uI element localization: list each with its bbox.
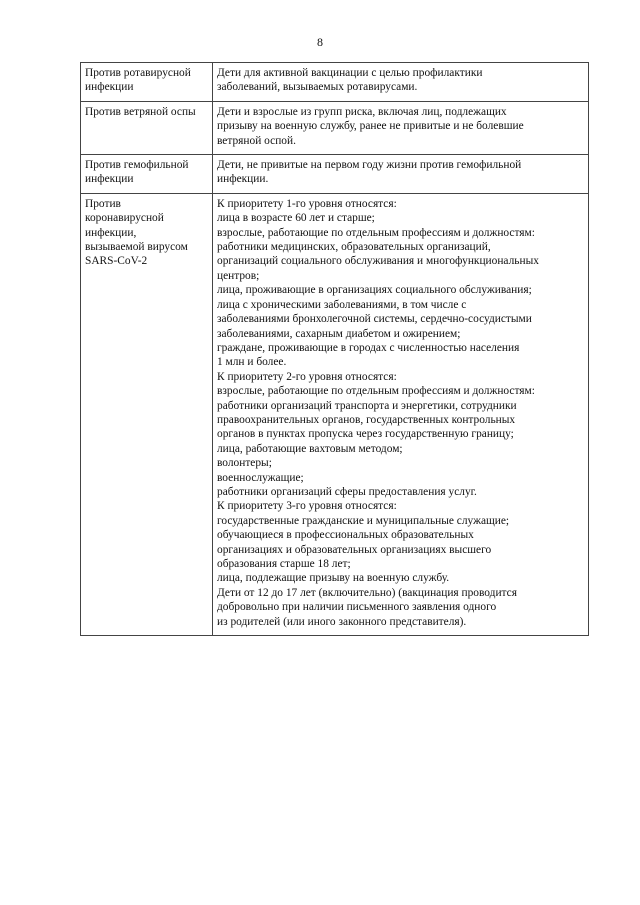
target-group-text-line: обучающиеся в профессиональных образовательных <box>217 529 474 542</box>
target-group-text-line: лица, проживающие в организациях социального обслуживания; <box>217 284 532 297</box>
target-group-text-line: Дети для активной вакцинации с целью профилактики <box>217 67 483 79</box>
target-group-text-line: заболеваний, вызываемых ротавирусами. <box>217 81 418 94</box>
target-group-text-line: образования старше 18 лет; <box>217 558 351 570</box>
target-group-text-line: Дети, не привитые на первом году жизни против гемофильной <box>217 159 522 172</box>
target-group-text-line: волонтеры; <box>217 457 272 470</box>
infection-cell <box>81 101 213 154</box>
target-group-text-line: К приоритету 3-го уровня относятся: <box>217 500 397 513</box>
infection-cell <box>81 193 213 635</box>
target-group-text-line: К приоритету 2-го уровня относятся: <box>217 370 397 383</box>
target-group-text-line: органов в пунктах пропуска через государственную границу; <box>217 428 514 441</box>
infection-text-line: инфекции, <box>85 226 137 239</box>
target-group-text-line: работники организаций транспорта и энергетики, сотрудники <box>217 399 517 412</box>
target-groups-cell <box>213 101 589 154</box>
target-group-text-line: военнослужащие; <box>217 471 304 484</box>
target-group-text-line: работники организаций сферы предоставления услуг. <box>217 485 477 498</box>
target-group-text-line: граждане, проживающие в городах с численностью населения <box>217 341 520 354</box>
target-group-text-line: организациях и образовательных организациях высшего <box>217 543 492 556</box>
target-group-text-line: из родителей (или иного законного представителя). <box>217 615 467 628</box>
infection-text-line: коронавирусной <box>85 212 164 225</box>
table-row <box>81 155 589 194</box>
target-group-text-line: призыву на военную службу, ранее не привитые и не болевшие <box>217 120 524 133</box>
infection-text-line: Против ветряной оспы <box>85 105 196 118</box>
infection-text-line: инфекции <box>85 173 134 186</box>
infection-text-line: инфекции <box>85 81 134 94</box>
target-group-text-line: организаций социального обслуживания и многофункциональных <box>217 255 539 268</box>
target-group-text-line: взрослые, работающие по отдельным профессиям и должностям: <box>217 385 535 398</box>
table-row <box>81 193 589 635</box>
infection-text-line: Против <box>85 197 121 210</box>
target-group-text-line: лица, работающие вахтовым методом; <box>217 442 403 455</box>
infection-text-line: SARS-CoV-2 <box>85 255 148 268</box>
infection-cell <box>81 155 213 194</box>
target-group-text-line: государственные гражданские и муниципальные служащие; <box>217 514 510 527</box>
target-group-text-line: заболеваниями бронхолегочной системы, сердечно-сосудистыми <box>217 313 532 326</box>
target-group-text-line: Дети и взрослые из групп риска, включая лиц, подлежащих <box>217 105 507 118</box>
target-group-text-line: заболеваниями, сахарным диабетом и ожирением; <box>217 327 461 340</box>
target-group-text-line: правоохранительных органов, государственных контрольных <box>217 413 516 426</box>
vaccination-table <box>80 62 589 636</box>
target-group-text-line: Дети от 12 до 17 лет (включительно) (вакцинация проводится <box>217 586 517 599</box>
target-group-text-line: инфекции. <box>217 173 269 186</box>
infection-text-line: Против ротавирусной <box>85 67 191 79</box>
target-groups-cell <box>213 193 589 635</box>
target-group-text-line: центров; <box>217 269 260 282</box>
target-group-text-line: 1 млн и более. <box>217 356 287 369</box>
infection-text-line: вызываемой вирусом <box>85 241 188 254</box>
target-group-text-line: лица с хроническими заболеваниями, в том числе с <box>217 298 467 311</box>
target-group-text-line: добровольно при наличии письменного заявления одного <box>217 601 497 614</box>
target-group-text-line: лица, подлежащие призыву на военную службу. <box>217 572 450 585</box>
target-group-text-line: ветряной оспой. <box>217 134 296 147</box>
infection-cell <box>81 63 213 102</box>
target-group-text-line: К приоритету 1-го уровня относятся: <box>217 197 397 210</box>
target-group-text-line: работники медицинских, образовательных организаций, <box>217 241 491 254</box>
target-groups-cell <box>213 155 589 194</box>
target-group-text-line: взрослые, работающие по отдельным профессиям и должностям: <box>217 226 535 239</box>
target-group-text-line: лица в возрасте 60 лет и старше; <box>217 212 375 225</box>
infection-text-line: Против гемофильной <box>85 159 189 172</box>
page-number: 8 <box>317 35 323 49</box>
table-row <box>81 101 589 154</box>
table-row <box>81 63 589 102</box>
target-groups-cell <box>213 63 589 102</box>
